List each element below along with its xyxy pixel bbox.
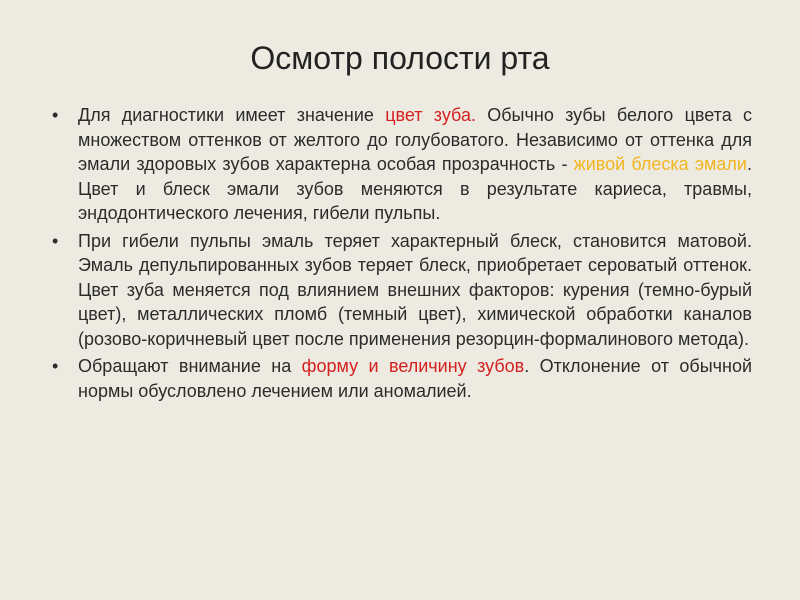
highlight-enamel-shine: живой блеска эмали — [573, 154, 747, 174]
bullet-list — [50, 103, 752, 406]
bullet-dot-icon: • — [52, 230, 59, 251]
bullet-text: . Отклонение от обычной нормы обусловлено лечением или аномалией. — [78, 356, 753, 401]
bullet-dot-icon: • — [52, 356, 59, 376]
bullet-text: . Цвет и блеск эмали зубов меняются в результате кариеса, травмы, эндодонтического лечения, гибели пульпы. — [78, 154, 752, 223]
bullet-dot-icon: • — [52, 105, 59, 125]
slide-title: Осмотр полости рта — [250, 40, 550, 76]
bullet-text: При гибели пульпы эмаль теряет характерный блеск, становится матовой. Эмаль депульпированных зубов теряет блеск, приобретает сероватый оттенок. Цвет зуба меняется под влиянием внешних факторов: курения (темно-бурый цвет), металлических пломб (темный цвет), химической обработки каналов (розово-коричневый цвет после применения резорцин-формалинового метода). — [78, 230, 752, 349]
bullet-item-shape — [50, 354, 752, 403]
bullet-item-pulp — [50, 229, 752, 352]
bullet-text: Обращают внимание на — [78, 356, 302, 376]
highlight-tooth-color: цвет зуба. — [385, 105, 476, 125]
highlight-shape-size: форму и величину зубов — [301, 356, 525, 376]
bullet-text: Для диагностики имеет значение — [78, 105, 386, 125]
bullet-item-color — [50, 103, 752, 226]
bullet-text: Обычно зубы белого цвета с множеством оттенков от желтого до голубоватого. Независимо от оттенка для эмали здоровых зубов характерна особая прозрачность - — [78, 105, 753, 174]
